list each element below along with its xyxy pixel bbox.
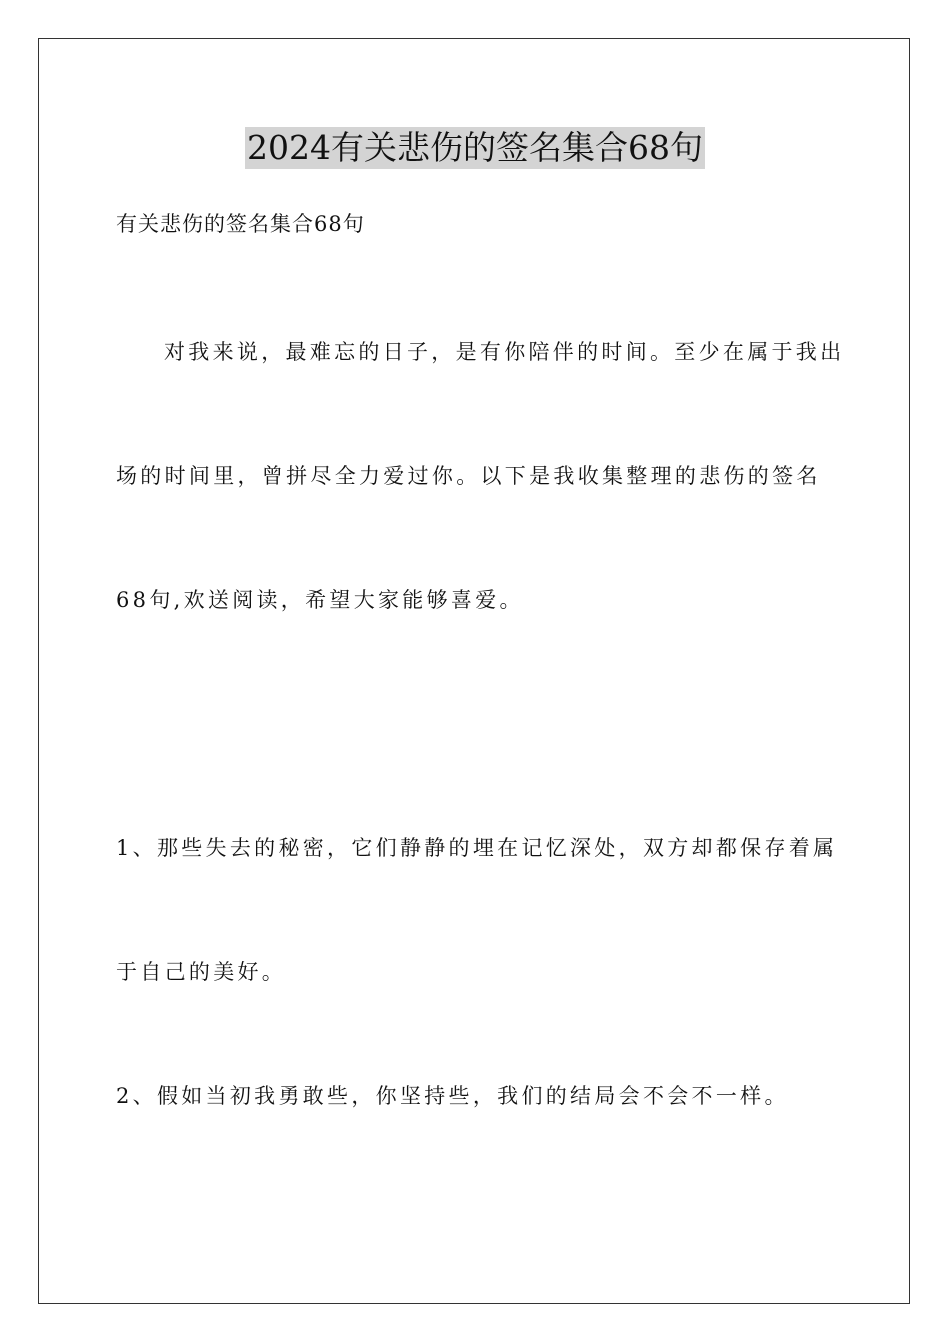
document-subtitle: 有关悲伤的签名集合68句: [116, 212, 365, 236]
item-1-line-1: 1、那些失去的秘密，它们静静的埋在记忆深处，双方却都保存着属: [116, 836, 838, 860]
intro-line-1: 对我来说，最难忘的日子，是有你陪伴的时间。至少在属于我出: [164, 340, 845, 364]
document-title: 2024有关悲伤的签名集合68句: [247, 128, 703, 167]
title-container: [0, 127, 950, 169]
intro-line-2: 场的时间里，曾拼尽全力爱过你。以下是我收集整理的悲伤的签名: [116, 464, 821, 488]
intro-line-3: 68句,欢送阅读，希望大家能够喜爱。: [116, 588, 524, 612]
item-1-line-2: 于自己的美好。: [116, 960, 287, 984]
item-2-line-1: 2、假如当初我勇敢些，你坚持些，我们的结局会不会不一样。: [116, 1084, 789, 1108]
